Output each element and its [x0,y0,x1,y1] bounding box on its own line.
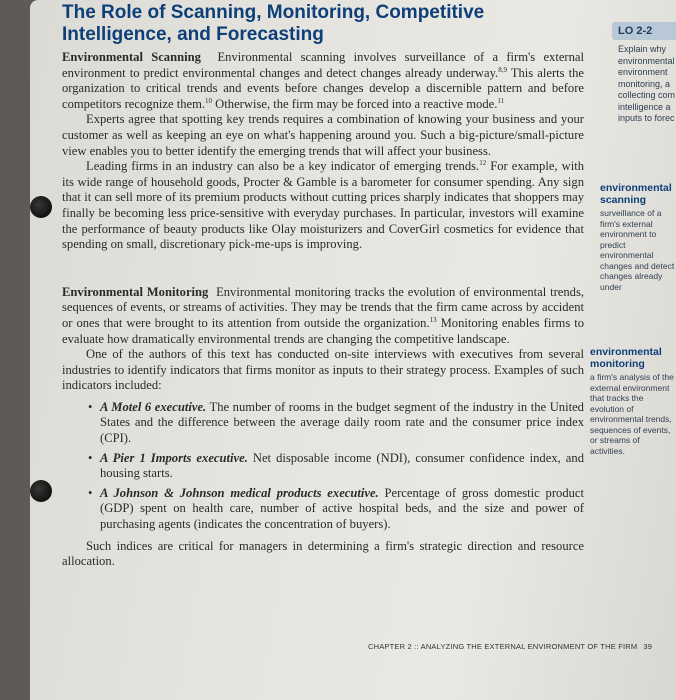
paragraph-environmental-scanning [62,50,584,112]
list-item [88,400,584,447]
footnote-ref: 10 [205,96,213,105]
paragraph-authors: One of the authors of this text has conducted on-site interviews with executives from several industries to identify indicators that firms monitor as inputs to their strategy process. Examples of such indicators included: [62,347,584,393]
paragraph-indices: Such indices are critical for managers in determining a firm's strategic direction and resource allocation. [62,538,584,569]
footnote-ref: 11 [497,96,505,105]
glossary-entry-monitoring [590,346,676,456]
glossary-definition: surveillance of a firm's external environment to predict environmental changes and detect changes already under [600,208,675,292]
list-item-lead: A Pier 1 Imports executive. [100,450,248,465]
list-item [88,486,584,533]
glossary-definition: a firm's analysis of the external environment that tracks the evolution of environmental trends, sequences of events, or streams of activities. [590,372,674,456]
binder-ring-hole [30,196,52,218]
glossary-term: environmental scanning [600,182,672,206]
list-item-text: Net disposable income (NDI), consumer confidence index, and housing starts. [100,450,584,481]
footnote-ref: 13 [429,315,437,324]
main-column [62,0,584,570]
paragraph-text: Environmental scanning involves surveillance of a firm's external environment to predict environmental changes and detect changes already underway. [62,50,584,80]
footnote-ref: 8,9 [498,65,507,74]
paragraph-text: Monitoring enables firms to evaluate how dramatically environmental trends are changing the competitive landscape. [62,315,585,346]
paragraph-text: Environmental monitoring tracks the evolution of environmental trends, sequences of events, or streams of activities. They may be trends that the firm came across by accident or ones that were brought to its attention from outside the organization. [62,284,584,330]
glossary-term: environmental monitoring [590,346,662,370]
glossary-entry-scanning [600,182,676,292]
paragraph-text: Leading firms in an industry can also be a key indicator of emerging trends. [86,159,480,174]
chapter-running-head: CHAPTER 2 :: ANALYZING THE EXTERNAL ENVIRONMENT OF THE FIRM [368,642,638,651]
section-title: The Role of Scanning, Monitoring, Competitive Intelligence, and Forecasting [62,2,485,45]
list-item-text: Percentage of gross domestic product (GDP) spent on health care, number of active hospital beds, and the size and power of purchasing agents (indicates the concentration of buyers). [100,485,584,532]
binder-ring-hole [30,480,52,502]
list-item-lead: A Motel 6 executive. [100,399,207,414]
list-item-lead: A Johnson & Johnson medical products executive. [100,485,379,500]
list-item [88,451,584,482]
learning-objective-tag: LO 2-2 [612,22,676,40]
learning-objective-text: Explain why environmental environment monitoring, a collecting com intelligence a inputs to forec [618,44,676,123]
spacer [62,253,584,285]
paragraph-text: This alerts the organization to critical trends and events before changes develop a discernible pattern and before competitors recognize them. [62,65,585,111]
run-in-heading: Environmental Monitoring [62,284,209,299]
paragraph-experts: Experts agree that spotting key trends requires a combination of knowing your business and your customer as well as keeping an eye on what's happening around you. Such a big-picture/small-picture view enables you to better identify the emerging trends that will affect your business. [62,112,584,158]
footnote-ref: 12 [479,158,487,167]
learning-objective-box [612,22,676,125]
paragraph-environmental-monitoring [62,285,584,347]
list-item-text: The number of rooms in the budget segment of the industry in the United States and the difference between the average daily room rate and the consumer price index (CPI). [100,399,584,446]
page-number: 39 [643,642,653,651]
paragraph-leading-firms [62,159,584,253]
run-in-heading: Environmental Scanning [62,50,201,64]
page-footer [368,642,668,651]
paragraph-text: Otherwise, the firm may be forced into a reactive mode. [212,96,498,111]
indicator-list [88,400,584,533]
paragraph-text: For example, with its wide range of household goods, Procter & Gamble is a barometer for consumer spending. Any sign that it can sell more of its premium products without cutting prices sharply indicates that shoppers may finally be becoming less price-sensitive with everyday purchases. In particular, investors will examine the performance of beauty products like Olay moisturizers and CoverGirl cosmetics for evidence that spending on small, discretionary pick-me-ups is improving. [62,159,584,252]
